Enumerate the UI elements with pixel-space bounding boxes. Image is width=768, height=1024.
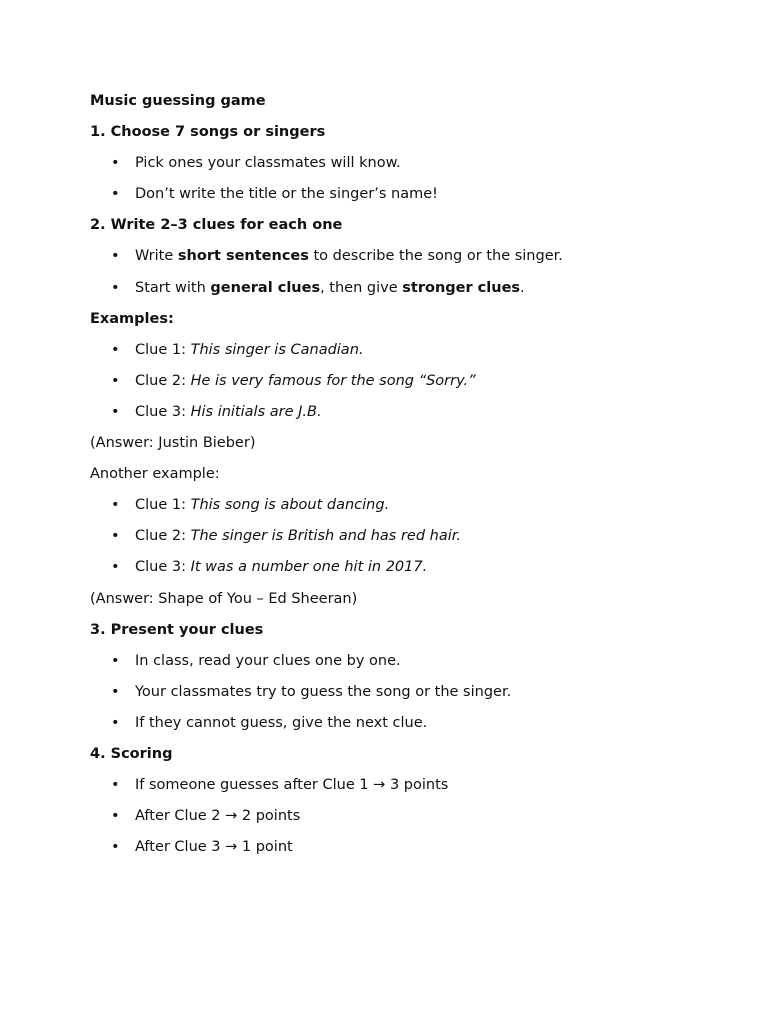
answer-text: (Answer: Shape of You – Ed Sheeran)	[90, 590, 358, 607]
clue-item	[90, 341, 730, 372]
clue-text: This singer is Canadian.	[190, 341, 364, 358]
clue-text: The singer is British and has red hair.	[190, 528, 462, 545]
clue-label: Clue 2:	[135, 372, 191, 389]
list-item-emphasis: short sentences	[177, 248, 309, 265]
clue-label: Clue 3:	[135, 559, 191, 576]
list-item	[90, 247, 730, 278]
list-item: • After Clue 2 → 2 points	[90, 807, 730, 838]
list-item-text: to describe the song or the singer.	[308, 248, 563, 265]
answer-text: (Answer: Justin Bieber)	[90, 435, 256, 452]
clue-text: He is very famous for the song “Sorry.”	[190, 372, 476, 389]
list-item-text: , then give	[320, 279, 403, 296]
clue-item	[90, 527, 730, 558]
clue-item	[90, 558, 730, 589]
worksheet	[90, 92, 730, 869]
list-item: • Pick ones your classmates will know.	[90, 154, 730, 185]
list-item-emphasis: general clues	[210, 279, 321, 296]
clue-text: It was a number one hit in 2017.	[190, 559, 428, 576]
list-item: • If someone guesses after Clue 1 → 3 points	[90, 776, 730, 807]
list-item	[90, 279, 730, 310]
list-item-emphasis: stronger clues	[402, 279, 521, 296]
list-item: • If they cannot guess, give the next clue.	[90, 714, 730, 745]
page-title: Music guessing game	[90, 93, 266, 109]
examples-heading: Examples:	[90, 310, 174, 327]
list-item-text: .	[520, 279, 525, 296]
clue-item	[90, 403, 730, 434]
step4-heading: 4. Scoring	[90, 745, 173, 762]
list-item-text: Start with	[135, 279, 211, 296]
clue-label: Clue 1:	[135, 341, 191, 358]
list-item: • Don’t write the title or the singer’s name!	[90, 185, 730, 216]
step3-heading: 3. Present your clues	[90, 621, 264, 638]
list-item: • Your classmates try to guess the song or the singer.	[90, 683, 730, 714]
another-example-heading: Another example:	[90, 466, 220, 483]
clue-label: Clue 1:	[135, 497, 191, 514]
clue-label: Clue 3:	[135, 403, 191, 420]
list-item-text: Write	[135, 248, 178, 265]
list-item: • After Clue 3 → 1 point	[90, 838, 730, 869]
clue-text: This song is about dancing.	[190, 497, 390, 514]
clue-label: Clue 2:	[135, 528, 191, 545]
clue-text: His initials are J.B.	[190, 403, 322, 420]
step2-heading: 2. Write 2–3 clues for each one	[90, 217, 343, 234]
list-item: • In class, read your clues one by one.	[90, 652, 730, 683]
clue-item	[90, 372, 730, 403]
clue-item	[90, 496, 730, 527]
step1-heading: 1. Choose 7 songs or singers	[90, 124, 326, 141]
